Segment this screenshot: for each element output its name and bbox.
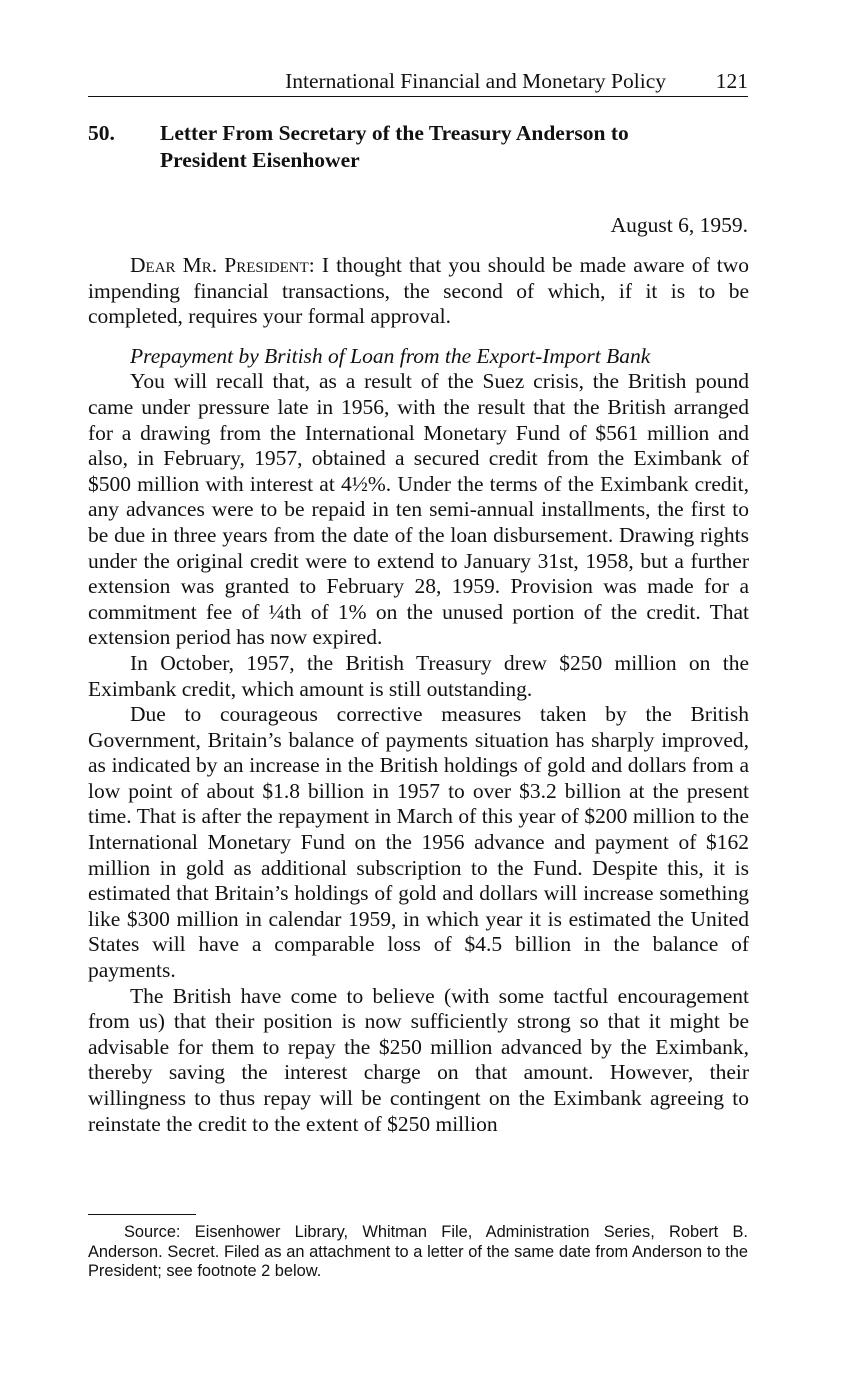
document-title-line-1: Letter From Secretary of the Treasury Anderson to [160,121,629,145]
document-heading [88,120,748,174]
intro-text: I thought that you should be made aware of two impending financial transactions, the second of which, if it is to be completed, requires your formal approval. [88,253,750,329]
running-head-title: International Financial and Monetary Policy [285,69,666,93]
letter-body [88,253,749,1137]
source-footnote: Source: Eisenhower Library, Whitman File, Administration Series, Robert B. Anderson. Secret. Filed as an attachment to a letter of the same date from Anderson to the President; see footnote 2 below. [88,1223,748,1280]
body-paragraph: The British have come to believe (with some tactful encouragement from us) that their position is now sufficiently strong so that it might be advisable for them to repay the $250 million advanced by the Eximbank, thereby saving the interest charge on that amount. However, their willingness to thus repay will be contingent on the Eximbank agreeing to reinstate the credit to the extent of $250 million [88,983,749,1136]
body-paragraph: Due to courageous corrective measures taken by the British Government, Britain’s balance of payments situation has sharply improved, as indicated by an increase in the British holdings of gold and dollars from a low point of about $1.8 billion in 1957 to over $3.2 billion at the present time. That is after the repayment in March of this year of $200 million to the International Monetary Fund on the 1956 advance and payment of $162 million in gold as additional subscription to the Fund. Despite this, it is estimated that Britain’s holdings of gold and dollars will increase something like $300 million in calendar 1959, in which year it is estimated the United States will have a comparable loss of $4.5 billion in the balance of payments. [88,702,749,983]
footnote-divider [88,1214,196,1215]
running-head [88,64,748,97]
salutation: Dear Mr. President: [130,253,315,277]
letter-date: August 6, 1959. [610,213,748,237]
body-paragraph: In October, 1957, the British Treasury drew $250 million on the Eximbank credit, which amount is still outstanding. [88,650,749,701]
document-number: 50. [88,121,115,145]
body-paragraph: You will recall that, as a result of the Suez crisis, the British pound came under pressure late in 1956, with the result that the British arranged for a drawing from the International Monetary Fund of $561 million and also, in February, 1957, obtained a secured credit from the Eximbank of $500 million with interest at 4½%. Under the terms of the Eximbank credit, any advances were to be repaid in ten semi-annual installments, the first to be due in three years from the date of the loan disbursement. Drawing rights under the original credit were to extend to January 31st, 1958, but a further extension was granted to February 28, 1959. Provision was made for a commitment fee of ¼th of 1% on the unused portion of the credit. That extension period has now expired. [88,369,749,650]
intro-paragraph [88,253,749,330]
document-title-line-2: President Eisenhower [160,148,360,172]
section-heading: Prepayment by British of Loan from the Export-Import Bank [130,343,651,368]
page-number: 121 [715,69,748,93]
